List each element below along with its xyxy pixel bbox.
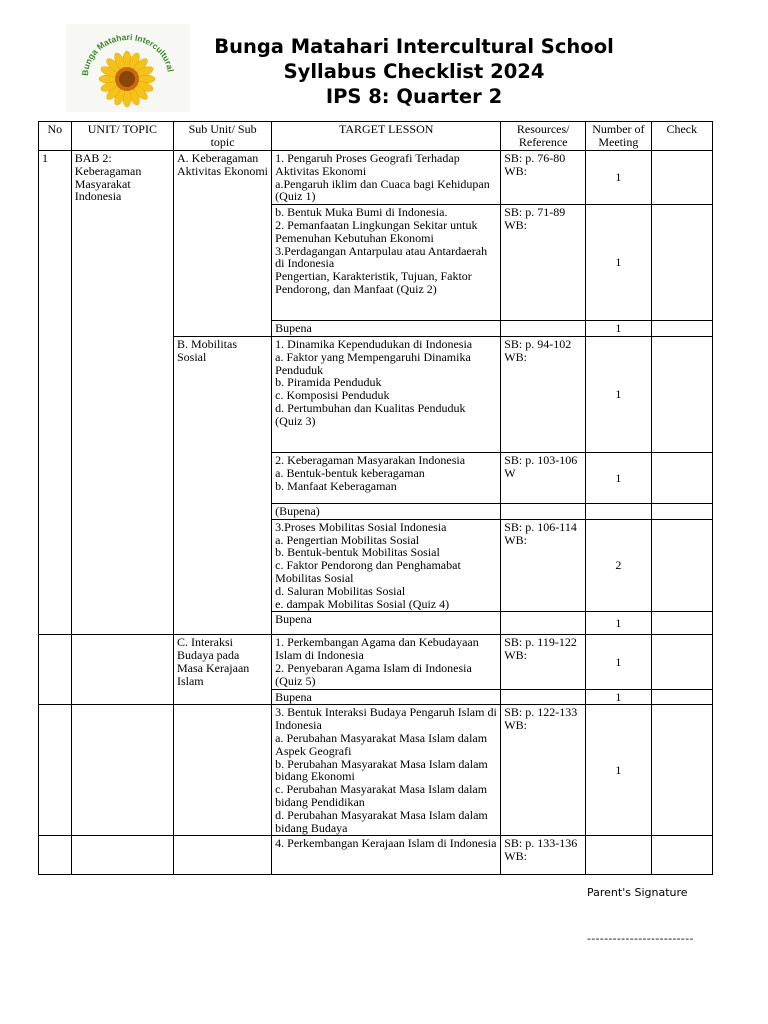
unit-topic-empty xyxy=(71,635,173,705)
header-resources: Resources/ Reference xyxy=(501,122,586,151)
check-box[interactable] xyxy=(651,519,712,612)
check-box[interactable] xyxy=(651,151,712,205)
row-number: 1 xyxy=(39,151,72,635)
target-lesson: (Bupena) xyxy=(272,503,501,519)
target-lesson: Bupena xyxy=(272,612,501,635)
target-lesson: 2. Keberagaman Masyarakan Indonesia a. Bentuk-bentuk keberagaman b. Manfaat Keberagaman xyxy=(272,452,501,503)
target-lesson: 3.Proses Mobilitas Sosial Indonesia a. Pengertian Mobilitas Sosial b. Bentuk-bentuk Mobilitas Sosial c. Faktor Pendorong dan Penghamabat Mobilitas Sosial d. Saluran Mobilitas Sosial e. dampak Mobilitas Sosial (Quiz 4) xyxy=(272,519,501,612)
meeting-count: 1 xyxy=(586,336,651,452)
meeting-count xyxy=(586,836,651,875)
check-box[interactable] xyxy=(651,321,712,337)
row-number-empty xyxy=(39,635,72,705)
check-box[interactable] xyxy=(651,503,712,519)
table-row xyxy=(39,635,713,689)
check-box[interactable] xyxy=(651,205,712,321)
table-header-row xyxy=(39,122,713,151)
subunit-empty xyxy=(173,836,271,875)
resource-reference xyxy=(501,321,586,337)
sunflower-logo-icon xyxy=(66,24,190,112)
resource-reference: SB: p. 76-80 WB: xyxy=(501,151,586,205)
school-name: Bunga Matahari Intercultural School xyxy=(214,35,614,58)
meeting-count: 1 xyxy=(586,705,651,836)
resource-reference: SB: p. 71-89 WB: xyxy=(501,205,586,321)
table-row xyxy=(39,151,713,205)
meeting-count: 1 xyxy=(586,689,651,705)
header-subunit: Sub Unit/ Sub topic xyxy=(173,122,271,151)
school-logo xyxy=(66,24,190,112)
resource-reference: SB: p. 122-133 WB: xyxy=(501,705,586,836)
syllabus-title: Syllabus Checklist 2024 xyxy=(283,60,545,83)
subject-quarter: IPS 8: Quarter 2 xyxy=(325,85,503,108)
resource-reference: SB: p. 103-106 W xyxy=(501,452,586,503)
unit-topic-empty xyxy=(71,705,173,836)
meeting-count: 1 xyxy=(586,321,651,337)
header-check: Check xyxy=(651,122,712,151)
row-number-empty xyxy=(39,705,72,836)
header-target-lesson: TARGET LESSON xyxy=(272,122,501,151)
check-box[interactable] xyxy=(651,612,712,635)
resource-reference xyxy=(501,689,586,705)
subunit-b: B. Mobilitas Sosial xyxy=(173,336,271,634)
resource-reference xyxy=(501,503,586,519)
meeting-count xyxy=(586,503,651,519)
parent-signature-label: Parent's Signature xyxy=(587,886,688,899)
target-lesson: 1. Perkembangan Agama dan Kebudayaan Islam di Indonesia 2. Penyebaran Agama Islam di Indonesia (Quiz 5) xyxy=(272,635,501,689)
target-lesson: 1. Dinamika Kependudukan di Indonesia a. Faktor yang Mempengaruhi Dinamika Penduduk b. Piramida Penduduk c. Komposisi Penduduk d. Pertumbuhan dan Kualitas Penduduk (Quiz 3) xyxy=(272,336,501,452)
meeting-count: 1 xyxy=(586,612,651,635)
resource-reference: SB: p. 133-136 WB: xyxy=(501,836,586,875)
check-box[interactable] xyxy=(651,689,712,705)
header-meetings: Number of Meeting xyxy=(586,122,651,151)
unit-topic-empty xyxy=(71,836,173,875)
target-lesson: Bupena xyxy=(272,689,501,705)
unit-topic: BAB 2: Keberagaman Masyarakat Indonesia xyxy=(71,151,173,635)
meeting-count: 1 xyxy=(586,452,651,503)
target-lesson: 3. Bentuk Interaksi Budaya Pengaruh Islam di Indonesia a. Perubahan Masyarakat Masa Islam dalam Aspek Geografi b. Perubahan Masyarakat Masa Islam dalam bidang Ekonomi c. Perubahan Masyarakat Masa Islam dalam bidang Pendidikan d. Perubahan Masyarakat Masa Islam dalam bidang Budaya xyxy=(272,705,501,836)
check-box[interactable] xyxy=(651,452,712,503)
subunit-a: A. Keberagaman Aktivitas Ekonomi xyxy=(173,151,271,337)
meeting-count: 1 xyxy=(586,635,651,689)
resource-reference xyxy=(501,612,586,635)
svg-text:Bunga Matahari Intercultural S: Bunga Matahari Intercultural xyxy=(79,31,176,77)
target-lesson: b. Bentuk Muka Bumi di Indonesia. 2. Pemanfaatan Lingkungan Sekitar untuk Pemenuhan Kebutuhan Ekonomi 3.Perdagangan Antarpulau atau Antardaerah di Indonesia Pengertian, Karakteristik, Tujuan, Faktor Pendorong, dan Manfaat (Quiz 2) xyxy=(272,205,501,321)
check-box[interactable] xyxy=(651,705,712,836)
target-lesson: Bupena xyxy=(272,321,501,337)
table-row xyxy=(39,705,713,836)
check-box[interactable] xyxy=(651,635,712,689)
check-box[interactable] xyxy=(651,836,712,875)
target-lesson: 1. Pengaruh Proses Geografi Terhadap Aktivitas Ekonomi a.Pengaruh iklim dan Cuaca bagi Kehidupan (Quiz 1) xyxy=(272,151,501,205)
resource-reference: SB: p. 106-114 WB: xyxy=(501,519,586,612)
subunit-c: C. Interaksi Budaya pada Masa Kerajaan Islam xyxy=(173,635,271,705)
syllabus-table xyxy=(38,121,713,875)
signature-line[interactable]: ------------------------- xyxy=(587,932,694,945)
resource-reference: SB: p. 94-102 WB: xyxy=(501,336,586,452)
resource-reference: SB: p. 119-122 WB: xyxy=(501,635,586,689)
row-number-empty xyxy=(39,836,72,875)
subunit-empty xyxy=(173,705,271,836)
document-title xyxy=(188,34,640,109)
meeting-count: 1 xyxy=(586,151,651,205)
target-lesson: 4. Perkembangan Kerajaan Islam di Indonesia xyxy=(272,836,501,875)
meeting-count: 1 xyxy=(586,205,651,321)
header-unit: UNIT/ TOPIC xyxy=(71,122,173,151)
header-no: No xyxy=(39,122,72,151)
table-row xyxy=(39,836,713,875)
meeting-count: 2 xyxy=(586,519,651,612)
check-box[interactable] xyxy=(651,336,712,452)
